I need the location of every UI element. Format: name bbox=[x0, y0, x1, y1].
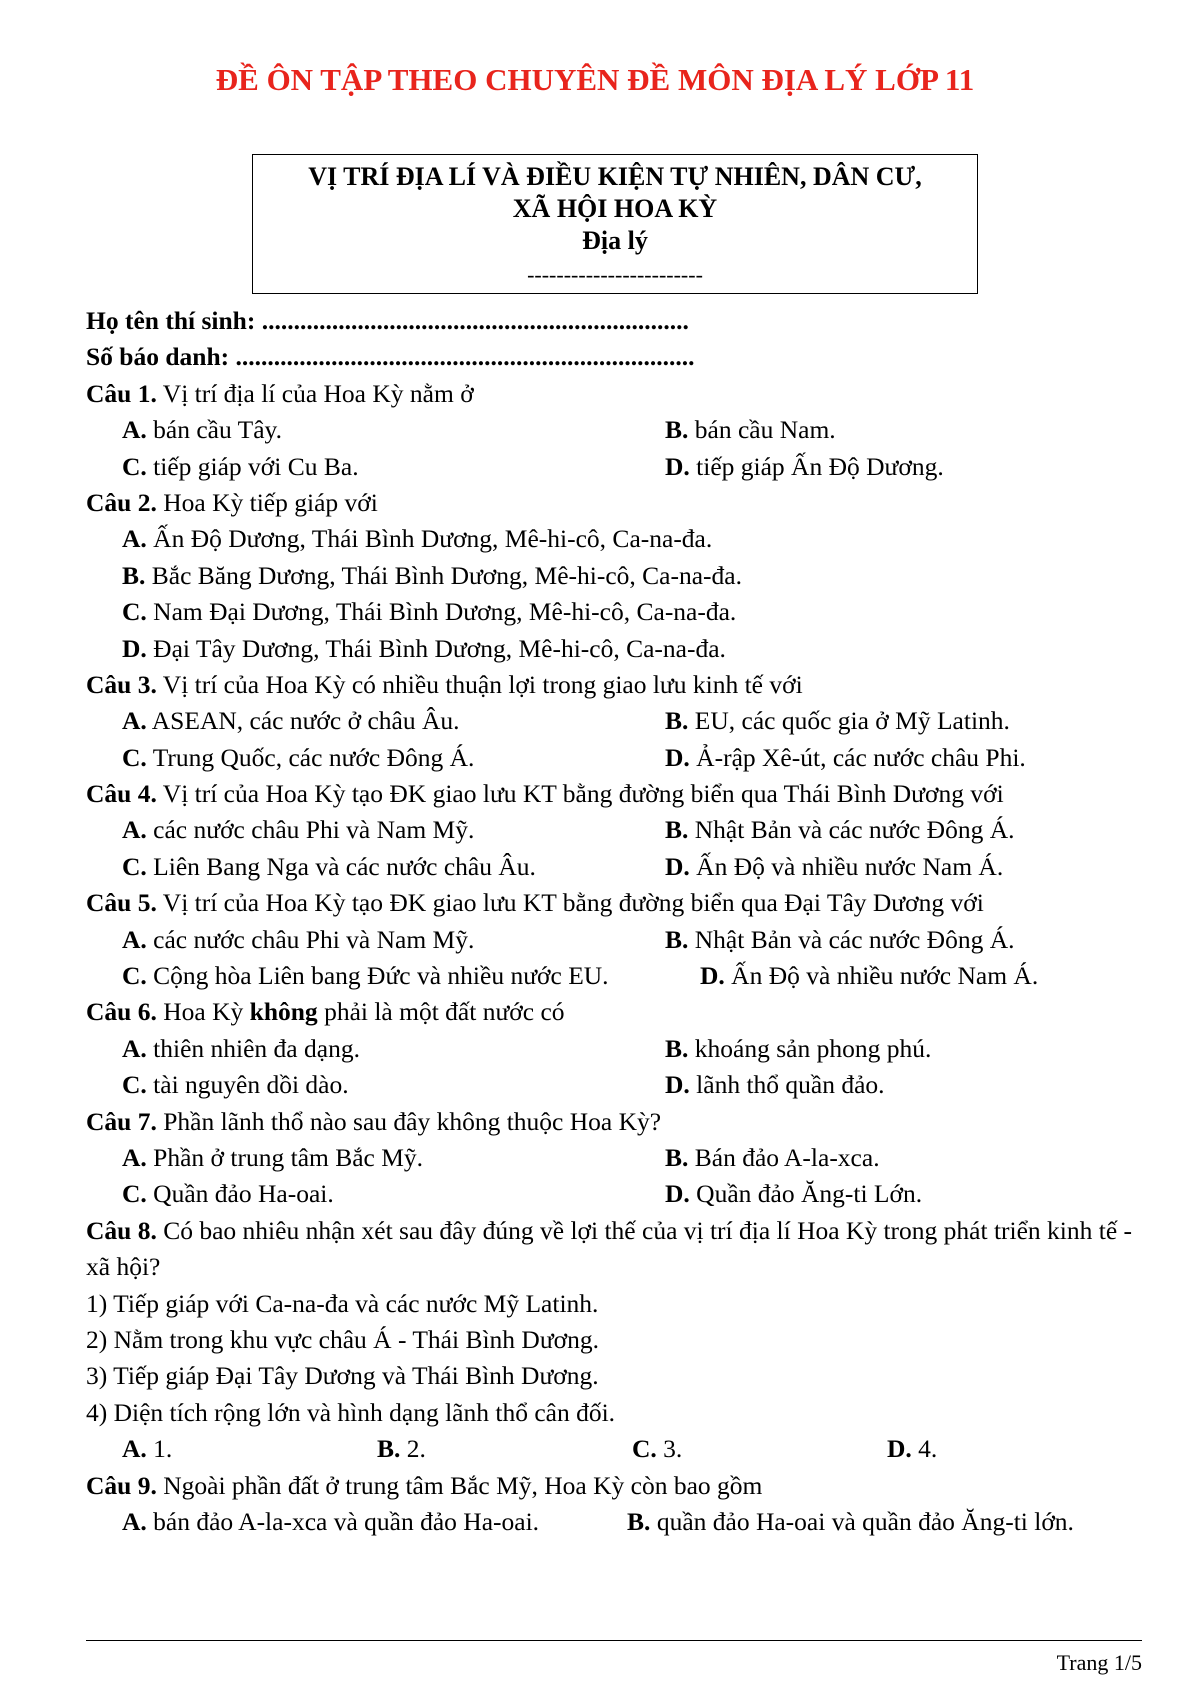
topic-separator: ------------------------ bbox=[527, 262, 703, 287]
question-stem: Hoa Kỳ tiếp giáp với bbox=[156, 487, 378, 517]
topic-box bbox=[252, 154, 978, 294]
footer-divider bbox=[86, 1640, 1142, 1641]
options-row bbox=[86, 1504, 1142, 1540]
question-label: Câu 2. bbox=[86, 487, 157, 517]
statement-3: 3) Tiếp giáp Đại Tây Dương và Thái Bình Dương. bbox=[86, 1361, 599, 1391]
question-label: Câu 7. bbox=[86, 1106, 157, 1136]
option-d: D. Đại Tây Dương, Thái Bình Dương, Mê-hi-cô, Ca-na-đa. bbox=[122, 633, 726, 663]
options-row bbox=[86, 412, 1142, 448]
question-8 bbox=[86, 1213, 1142, 1286]
options-row bbox=[86, 849, 1142, 885]
question-stem: Hoa Kỳ bbox=[156, 997, 250, 1027]
candidate-name-label: Họ tên thí sinh: bbox=[86, 306, 256, 335]
statement-2: 2) Nằm trong khu vực châu Á - Thái Bình Dương. bbox=[86, 1324, 600, 1354]
option-c: C. Liên Bang Nga và các nước châu Âu. bbox=[122, 851, 536, 881]
options-row bbox=[86, 449, 1142, 485]
question-6 bbox=[86, 994, 1142, 1030]
question-stem: Ngoài phần đất ở trung tâm Bắc Mỹ, Hoa Kỳ còn bao gồm bbox=[156, 1470, 763, 1500]
candidate-id-line bbox=[86, 339, 1142, 375]
question-9 bbox=[86, 1468, 1142, 1504]
option-a: A. 1. bbox=[122, 1434, 173, 1464]
option-d: D. 4. bbox=[887, 1434, 938, 1464]
options-row bbox=[86, 1431, 1142, 1467]
candidate-id-label: Số báo danh: bbox=[86, 342, 230, 372]
options-row bbox=[86, 812, 1142, 848]
candidate-id-field[interactable]: ........................................................................ bbox=[235, 342, 695, 372]
option-c: C. Cộng hòa Liên bang Đức và nhiều nước EU. bbox=[122, 961, 609, 991]
option-a: A. bán cầu Tây. bbox=[122, 415, 283, 445]
candidate-name-field[interactable]: ................................................................... bbox=[261, 306, 689, 335]
question-label: Câu 6. bbox=[86, 997, 157, 1027]
question-label: Câu 1. bbox=[86, 378, 157, 408]
option-a: A. các nước châu Phi và Nam Mỹ. bbox=[122, 924, 475, 954]
question-label: Câu 5. bbox=[86, 888, 157, 918]
question-3 bbox=[86, 667, 1142, 703]
options-row bbox=[86, 703, 1142, 739]
exam-content bbox=[86, 303, 1142, 1540]
option-c: C. tài nguyên dồi dào. bbox=[122, 1070, 349, 1100]
option-a: A. Ấn Độ Dương, Thái Bình Dương, Mê-hi-cô, Ca-na-đa. bbox=[122, 524, 713, 554]
options-row bbox=[86, 1031, 1142, 1067]
option-c: C. 3. bbox=[632, 1434, 683, 1464]
topic-line-1: VỊ TRÍ ĐỊA LÍ VÀ ĐIỀU KIỆN TỰ NHIÊN, DÂN CƯ, bbox=[308, 162, 922, 191]
option-d: D. Ấn Độ và nhiều nước Nam Á. bbox=[700, 961, 1039, 991]
question-label: Câu 9. bbox=[86, 1470, 157, 1500]
option-c: C. Quần đảo Ha-oai. bbox=[122, 1179, 334, 1209]
question-5 bbox=[86, 885, 1142, 921]
question-1 bbox=[86, 376, 1142, 412]
question-stem: Vị trí địa lí của Hoa Kỳ nằm ở bbox=[156, 378, 474, 408]
option-b: B. 2. bbox=[377, 1434, 426, 1464]
document-title: ĐỀ ÔN TẬP THEO CHUYÊN ĐỀ MÔN ĐỊA LÝ LỚP 11 bbox=[215, 62, 975, 97]
question-emphasis: không bbox=[249, 997, 318, 1027]
question-4 bbox=[86, 776, 1142, 812]
question-label: Câu 3. bbox=[86, 669, 157, 699]
option-a: A. ASEAN, các nước ở châu Âu. bbox=[122, 706, 460, 736]
option-d: D. lãnh thổ quần đảo. bbox=[665, 1070, 885, 1100]
option-b: B. khoáng sản phong phú. bbox=[665, 1033, 932, 1063]
option-d: D. Ấn Độ và nhiều nước Nam Á. bbox=[665, 851, 1004, 881]
candidate-name-line bbox=[86, 303, 1142, 339]
subject-label: Địa lý bbox=[582, 226, 648, 255]
option-a: A. bán đảo A-la-xca và quần đảo Ha-oai. bbox=[122, 1506, 540, 1536]
question-stem: Có bao nhiêu nhận xét sau đây đúng về lợi thế của vị trí địa lí Hoa Kỳ trong phát triển kinh tế - xã hội? bbox=[86, 1215, 1133, 1282]
statement-1: 1) Tiếp giáp với Ca-na-đa và các nước Mỹ Latinh. bbox=[86, 1288, 599, 1318]
question-2 bbox=[86, 485, 1142, 521]
option-b: B. bán cầu Nam. bbox=[665, 415, 836, 445]
option-b: B. Bắc Băng Dương, Thái Bình Dương, Mê-hi-cô, Ca-na-đa. bbox=[122, 560, 742, 590]
option-d: D. Quần đảo Ăng-ti Lớn. bbox=[665, 1179, 923, 1209]
option-d: D. Ả-rập Xê-út, các nước châu Phi. bbox=[665, 742, 1026, 772]
option-b: B. EU, các quốc gia ở Mỹ Latinh. bbox=[665, 706, 1010, 736]
options-row bbox=[86, 1176, 1142, 1212]
option-b: B. Nhật Bản và các nước Đông Á. bbox=[665, 924, 1015, 954]
question-stem: Phần lãnh thổ nào sau đây không thuộc Hoa Kỳ? bbox=[156, 1106, 662, 1136]
option-a: A. Phần ở trung tâm Bắc Mỹ. bbox=[122, 1142, 424, 1172]
option-c: C. tiếp giáp với Cu Ba. bbox=[122, 451, 359, 481]
option-d: D. tiếp giáp Ấn Độ Dương. bbox=[665, 451, 944, 481]
options-row bbox=[86, 1067, 1142, 1103]
question-label: Câu 8. bbox=[86, 1215, 157, 1245]
options-row bbox=[86, 958, 1142, 994]
option-b: B. Bán đảo A-la-xca. bbox=[665, 1142, 880, 1172]
question-label: Câu 4. bbox=[86, 779, 157, 809]
topic-line-2: XÃ HỘI HOA KỲ bbox=[512, 194, 718, 223]
question-stem: Vị trí của Hoa Kỳ có nhiều thuận lợi trong giao lưu kinh tế với bbox=[156, 669, 803, 699]
question-7 bbox=[86, 1104, 1142, 1140]
options-row bbox=[86, 740, 1142, 776]
page-number: Trang 1/5 bbox=[1056, 1650, 1142, 1675]
option-c: C. Trung Quốc, các nước Đông Á. bbox=[122, 742, 475, 772]
option-a: A. các nước châu Phi và Nam Mỹ. bbox=[122, 815, 475, 845]
option-c: C. Nam Đại Dương, Thái Bình Dương, Mê-hi-cô, Ca-na-đa. bbox=[122, 597, 737, 627]
question-stem: Vị trí của Hoa Kỳ tạo ĐK giao lưu KT bằng đường biển qua Thái Bình Dương với bbox=[156, 779, 1004, 809]
statement-4: 4) Diện tích rộng lớn và hình dạng lãnh thổ cân đối. bbox=[86, 1397, 616, 1427]
question-stem: phải là một đất nước có bbox=[317, 997, 565, 1027]
option-b: B. Nhật Bản và các nước Đông Á. bbox=[665, 815, 1015, 845]
question-stem: Vị trí của Hoa Kỳ tạo ĐK giao lưu KT bằng đường biển qua Đại Tây Dương với bbox=[156, 888, 984, 918]
options-row bbox=[86, 922, 1142, 958]
option-b: B. quần đảo Ha-oai và quần đảo Ăng-ti lớn. bbox=[627, 1506, 1074, 1536]
option-a: A. thiên nhiên đa dạng. bbox=[122, 1033, 360, 1063]
options-row bbox=[86, 1140, 1142, 1176]
